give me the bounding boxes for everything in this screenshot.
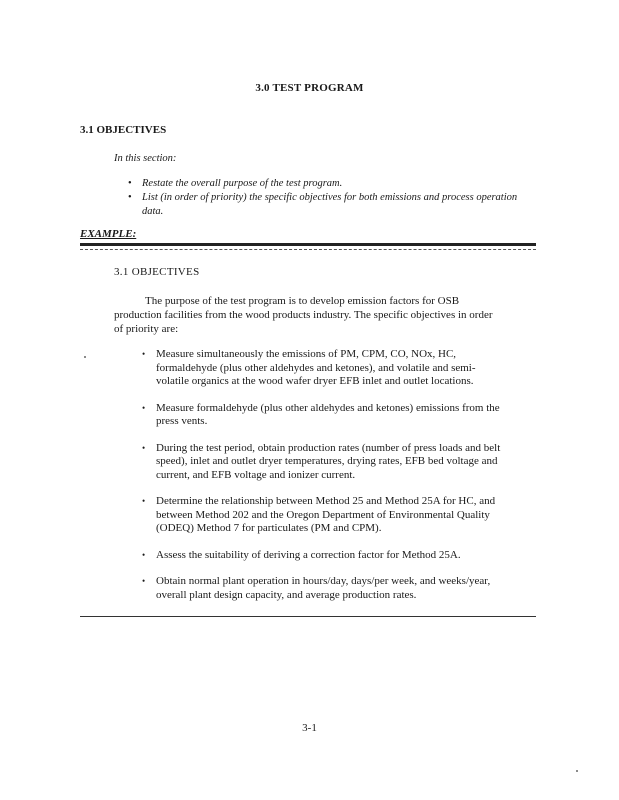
objectives-list [142, 348, 504, 615]
objective-item: • Assess the suitability of deriving a correction factor for Method 25A. [142, 549, 504, 563]
page-title: 3.0 TEST PROGRAM [255, 82, 364, 94]
instruction-list [128, 177, 528, 219]
intro-text: In this section: [114, 153, 177, 164]
scan-speck [84, 356, 86, 358]
example-section-heading: 3.1 OBJECTIVES [114, 266, 200, 278]
example-paragraph: The purpose of the test program is to develop emission factors for OSB production facilities from the wood products industry. The specific objectives in order of priority are: [114, 295, 493, 335]
objective-item: • Determine the relationship between Method 25 and Method 25A for HC, and between Method 202 and the Oregon Department of Environmental Quality (ODEQ) Method 7 for particulates (PM and CPM). [142, 495, 504, 536]
scan-speck [576, 770, 578, 772]
example-divider-thick [80, 243, 536, 246]
example-end-divider [80, 616, 536, 617]
instruction-item: • Restate the overall purpose of the test program. [128, 177, 528, 191]
example-divider-thin [80, 249, 536, 250]
objective-item: • Measure simultaneously the emissions of PM, CPM, CO, NOx, HC, formaldehyde (plus other aldehydes and ketones), and volatile and semi-volatile organics at the wood wafer dryer EFB inlet and outlet locations. [142, 348, 504, 389]
objective-item: • Obtain normal plant operation in hours/day, days/per week, and weeks/year, overall plant design capacity, and average production rates. [142, 575, 504, 602]
instruction-item: • List (in order of priority) the specific objectives for both emissions and process operation data. [128, 191, 528, 219]
example-label: EXAMPLE: [80, 228, 137, 240]
objective-item: • During the test period, obtain production rates (number of press loads and belt speed), inlet and outlet dryer temperatures, drying rates, EFB bed voltage and current, and EFB voltage and ionizer current. [142, 442, 504, 483]
page-number: 3-1 [302, 722, 317, 734]
objective-item: • Measure formaldehyde (plus other aldehydes and ketones) emissions from the press vents. [142, 402, 504, 429]
section-heading: 3.1 OBJECTIVES [80, 124, 167, 136]
